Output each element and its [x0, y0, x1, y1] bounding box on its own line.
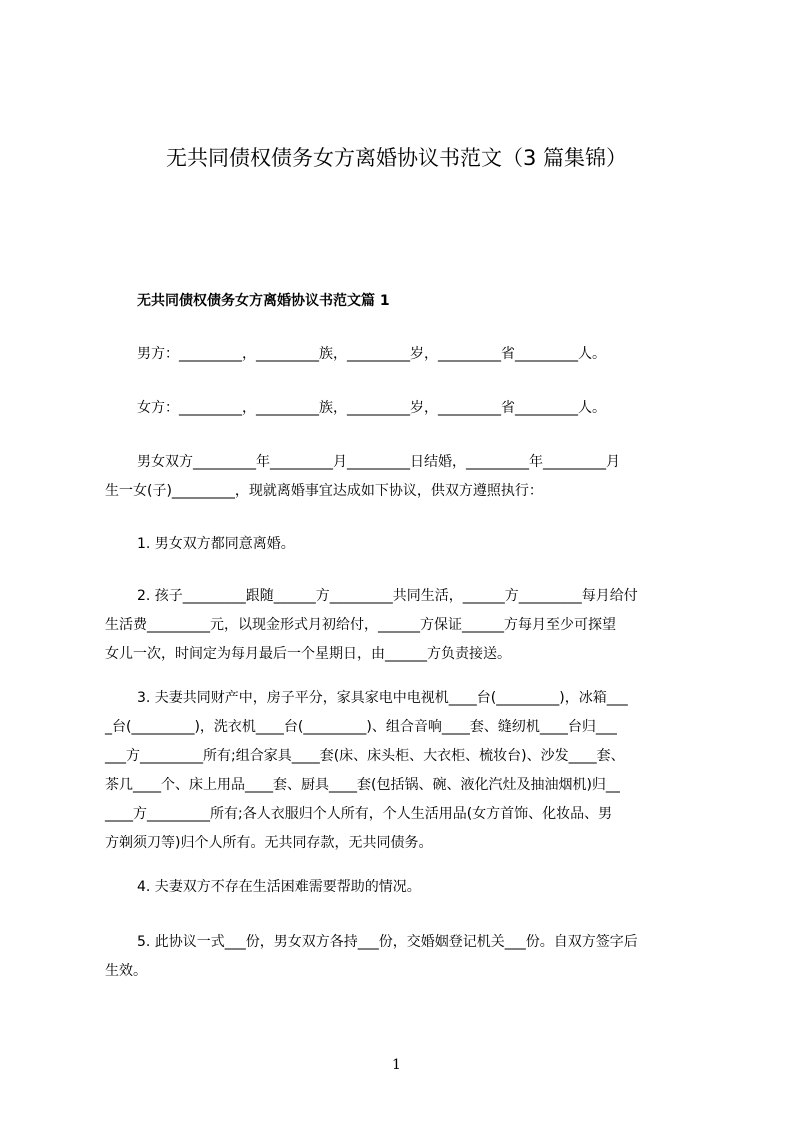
page-number: 1 — [392, 1057, 401, 1073]
paragraph-line: 男女双方_________年_________月_________日结婚，_________年_________月 — [137, 454, 620, 470]
paragraph-line: 男方：_________，_________族，_________岁，_________省_________人。 — [137, 346, 606, 362]
paragraph-line: 4. 夫妻双方不存在生活困难需要帮助的情况。 — [137, 879, 421, 895]
paragraph-line: 5. 此协议一式___份，男女双方各持___份，交婚姻登记机关___份。自双方签字后 — [137, 934, 638, 950]
paragraph-line: ___方_________所有;组合家具____套(床、床头柜、大衣柜、梳妆台)、沙发____套、 — [105, 748, 625, 764]
paragraph-line: 女儿一次，时间定为每月最后一个星期日，由______方负责接送。 — [105, 646, 511, 662]
clause-2 — [105, 582, 700, 669]
paragraph-line: 生活费_________元，以现金形式月初给付，______方保证______方每月至少可探望 — [105, 617, 616, 633]
clause-5 — [105, 928, 700, 986]
paragraph-line: _台(_________)，洗衣机____台(_________)、组合音响____套、缝纫机____台归___ — [105, 719, 617, 735]
paragraph-line: 茶几____个、床上用品____套、厨具____套(包括锅、碗、液化汽灶及抽油烟机)归__ — [105, 777, 620, 793]
paragraph-marriage — [105, 448, 700, 506]
paragraph-line: 生一女(子)_________，现就离婚事宜达成如下协议，供双方遵照执行： — [105, 483, 543, 499]
paragraph-line: 女方：_________，_________族，_________岁，_________省_________人。 — [137, 400, 606, 416]
paragraph-line: ____方_________所有;各人衣服归个人所有，个人生活用品(女方首饰、化妆品、男 — [105, 806, 613, 822]
paragraph-male-party — [105, 340, 700, 369]
document-title: 无共同债权债务女方离婚协议书范文（3 篇集锦） — [165, 146, 628, 170]
clause-4 — [105, 873, 700, 902]
clause-3 — [105, 684, 700, 858]
paragraph-line: 2. 孩子_________跟随______方_________共同生活，______方_________每月给付 — [137, 588, 638, 604]
section-heading: 无共同债权债务女方离婚协议书范文篇 1 — [137, 293, 390, 309]
paragraph-line: 生效。 — [105, 963, 147, 979]
paragraph-line: 3. 夫妻共同财产中，房子平分，家具家电中电视机____台(_________)，冰箱___ — [137, 690, 628, 706]
paragraph-line: 方剃须刀等)归个人所有。无共同存款，无共同债务。 — [105, 835, 433, 851]
paragraph-line: 1. 男女双方都同意离婚。 — [137, 536, 295, 552]
paragraph-female-party — [105, 394, 700, 423]
clause-1 — [105, 530, 700, 559]
